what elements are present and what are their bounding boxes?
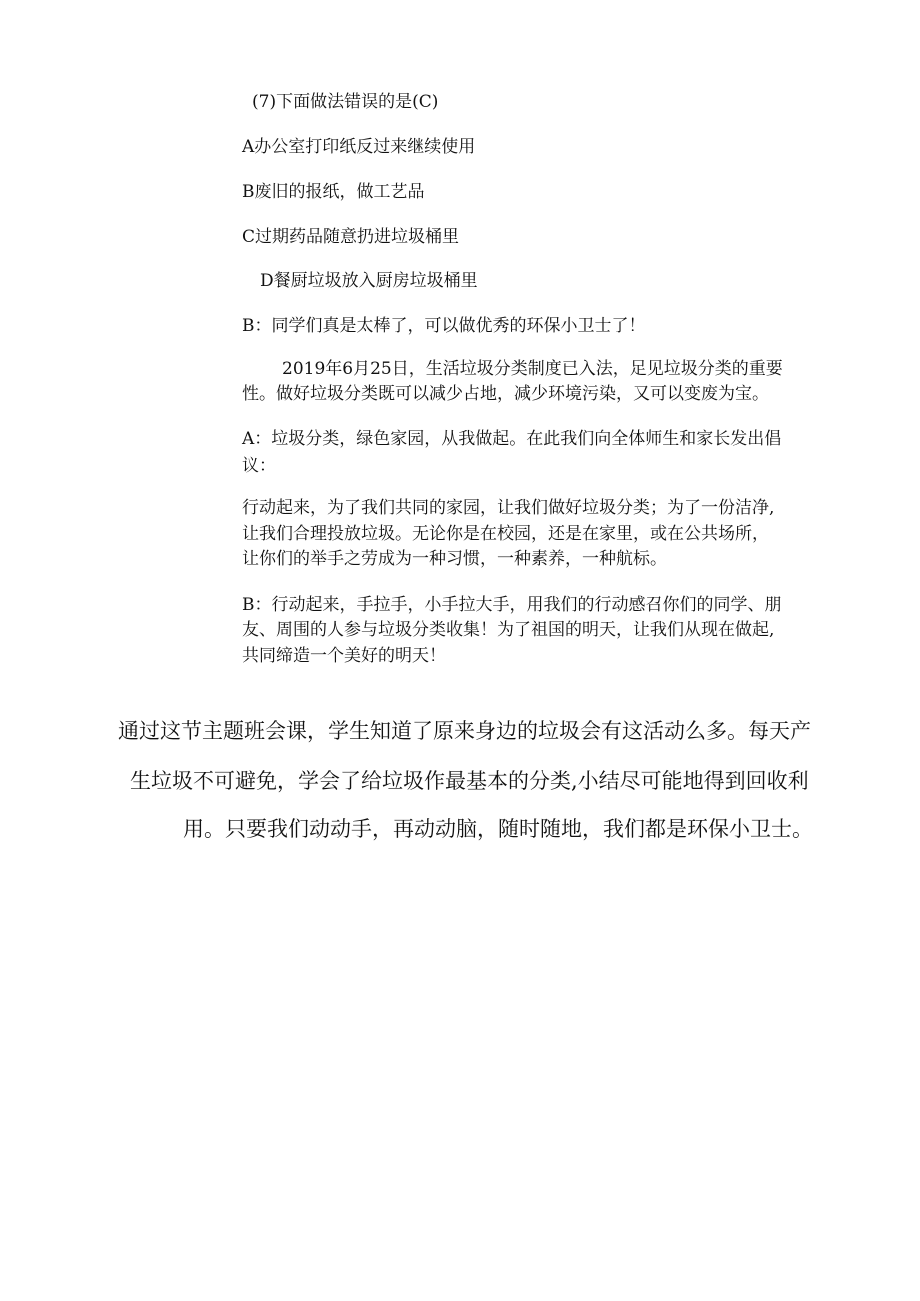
- question-prompt: (7)下面做法错误的是(C): [252, 92, 439, 112]
- option-d: D餐厨垃圾放入厨房垃圾桶里: [260, 271, 478, 291]
- action-line-1: 行动起来，为了我们共同的家园，让我们做好垃圾分类；为了一份洁净,: [242, 498, 775, 518]
- summary-line-3: 用。只要我们动动手，再动动脑，随时随地，我们都是环保小卫士。: [183, 817, 813, 841]
- speaker-a-line-2: 议：: [242, 456, 276, 476]
- action-line-3: 让你们的举手之劳成为一种习惯，一种素养，一种航标。: [242, 549, 667, 569]
- law-paragraph-line-1: 2019年6月25日，生活垃圾分类制度已入法，足见垃圾分类的重要: [282, 359, 783, 379]
- summary-line-1: 通过这节主题班会课，学生知道了原来身边的垃圾会有这活动么多。每天产: [118, 719, 811, 743]
- option-c: C过期药品随意扔进垃圾桶里: [242, 227, 460, 247]
- law-paragraph-line-2: 性。做好垃圾分类既可以减少占地，减少环境污染，又可以变废为宝。: [242, 384, 769, 404]
- action-line-2: 让我们合理投放垃圾。无论你是在校园，还是在家里，或在公共场所，: [242, 524, 769, 544]
- speaker-a-line-1: A：垃圾分类，绿色家园，从我做起。在此我们向全体师生和家长发出倡: [242, 429, 782, 449]
- option-b: B废旧的报纸，做工艺品: [242, 182, 425, 202]
- speaker-b-praise: B：同学们真是太棒了，可以做优秀的环保小卫士了！: [242, 316, 646, 336]
- speaker-b-call-line-3: 共同缔造一个美好的明天！: [242, 646, 446, 666]
- summary-line-2: 生垃圾不可避免，学会了给垃圾作最基本的分类,小结尽可能地得到回收利: [130, 769, 809, 793]
- speaker-b-call-line-2: 友、周围的人参与垃圾分类收集！为了祖国的明天，让我们从现在做起,: [242, 620, 775, 640]
- option-a: A办公室打印纸反过来继续使用: [242, 137, 476, 157]
- speaker-b-call-line-1: B：行动起来，手拉手，小手拉大手，用我们的行动感召你们的同学、朋: [242, 595, 782, 615]
